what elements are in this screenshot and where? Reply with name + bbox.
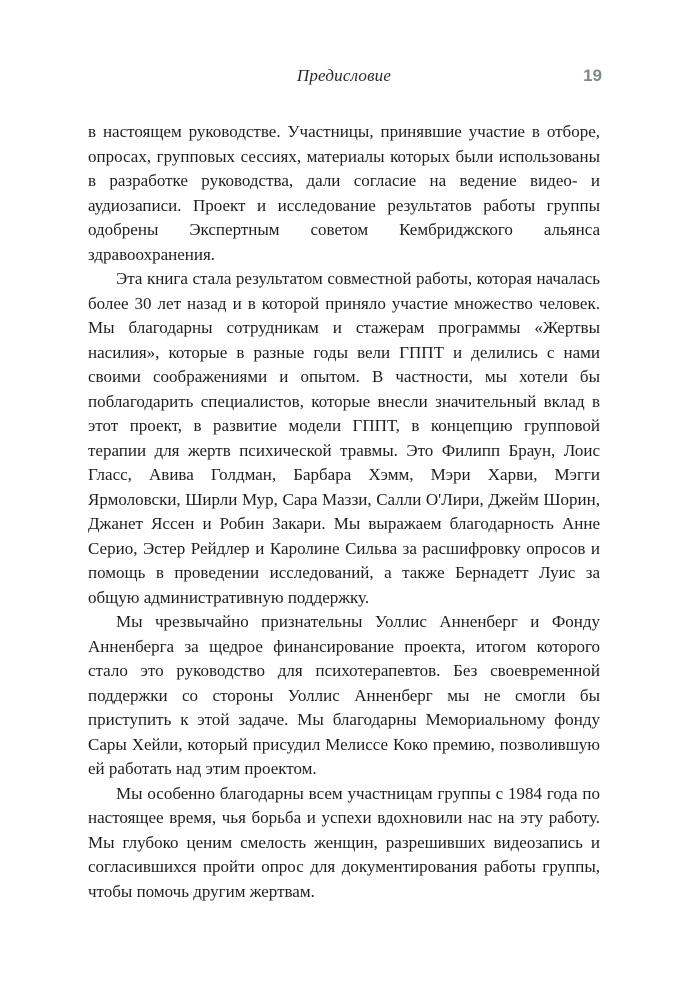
running-head: Предисловие xyxy=(296,66,392,85)
page-number: 19 xyxy=(583,66,602,85)
paragraph-funding: Мы чрезвычайно признательны Уоллис Анненберг и Фонду Анненберга за щедрое финансирование проекта, итогом которого стало это руководство для психотерапевтов. Без своевременной поддержки со стороны Уоллис Анненберг мы не смогли бы приступить к этой задаче. Мы благодарны Мемориальному фонду Сары Хейли, который присудил Мелиссе Коко премию, позволившую ей работать над этим проектом. xyxy=(88,612,600,778)
body-text xyxy=(88,120,600,904)
paragraph-continuation: в настоящем руководстве. Участницы, принявшие участие в отборе, опросах, групповых сессиях, материалы которых были использованы в разработке руководства, дали согласие на ведение видео- и аудиозаписи. Проект и исследование результатов работы группы одобрены Экспертным советом Кембриджского альянса здравоохранения. xyxy=(88,122,600,264)
paragraph-acknowledgements: Эта книга стала результатом совместной работы, которая началась более 30 лет назад и в которой приняло участие множество человек. Мы благодарны сотрудникам и стажерам программы «Жертвы насилия», которые в разные годы вели ГППТ и делились с нами своими соображениями и опытом. В частности, мы хотели бы поблагодарить специалистов, которые внесли значительный вклад в этот проект, в развитие модели ГППТ, в концепцию групповой терапии для жертв психической травмы. Это Филипп Браун, Лоис Гласс, Авива Голдман, Барбара Хэмм, Мэри Харви, Мэгги Ярмоловски, Ширли Мур, Сара Маззи, Салли О'Лири, Джейм Шорин, Джанет Яссен и Робин Закари. Мы выражаем благодарность Анне Серио, Эстер Рейдлер и Каролине Сильва за расшифровку опросов и помощь в проведении исследований, а также Бернадетт Луис за общую административную поддержку. xyxy=(88,269,600,607)
page-header xyxy=(88,66,600,90)
paragraph-participants: Мы особенно благодарны всем участницам группы с 1984 года по настоящее время, чья борьба и успехи вдохновили нас на эту работу. Мы глубоко ценим смелость женщин, разрешивших видеозапись и согласившихся пройти опрос для документирования работы группы, чтобы помочь другим жертвам. xyxy=(88,783,600,901)
